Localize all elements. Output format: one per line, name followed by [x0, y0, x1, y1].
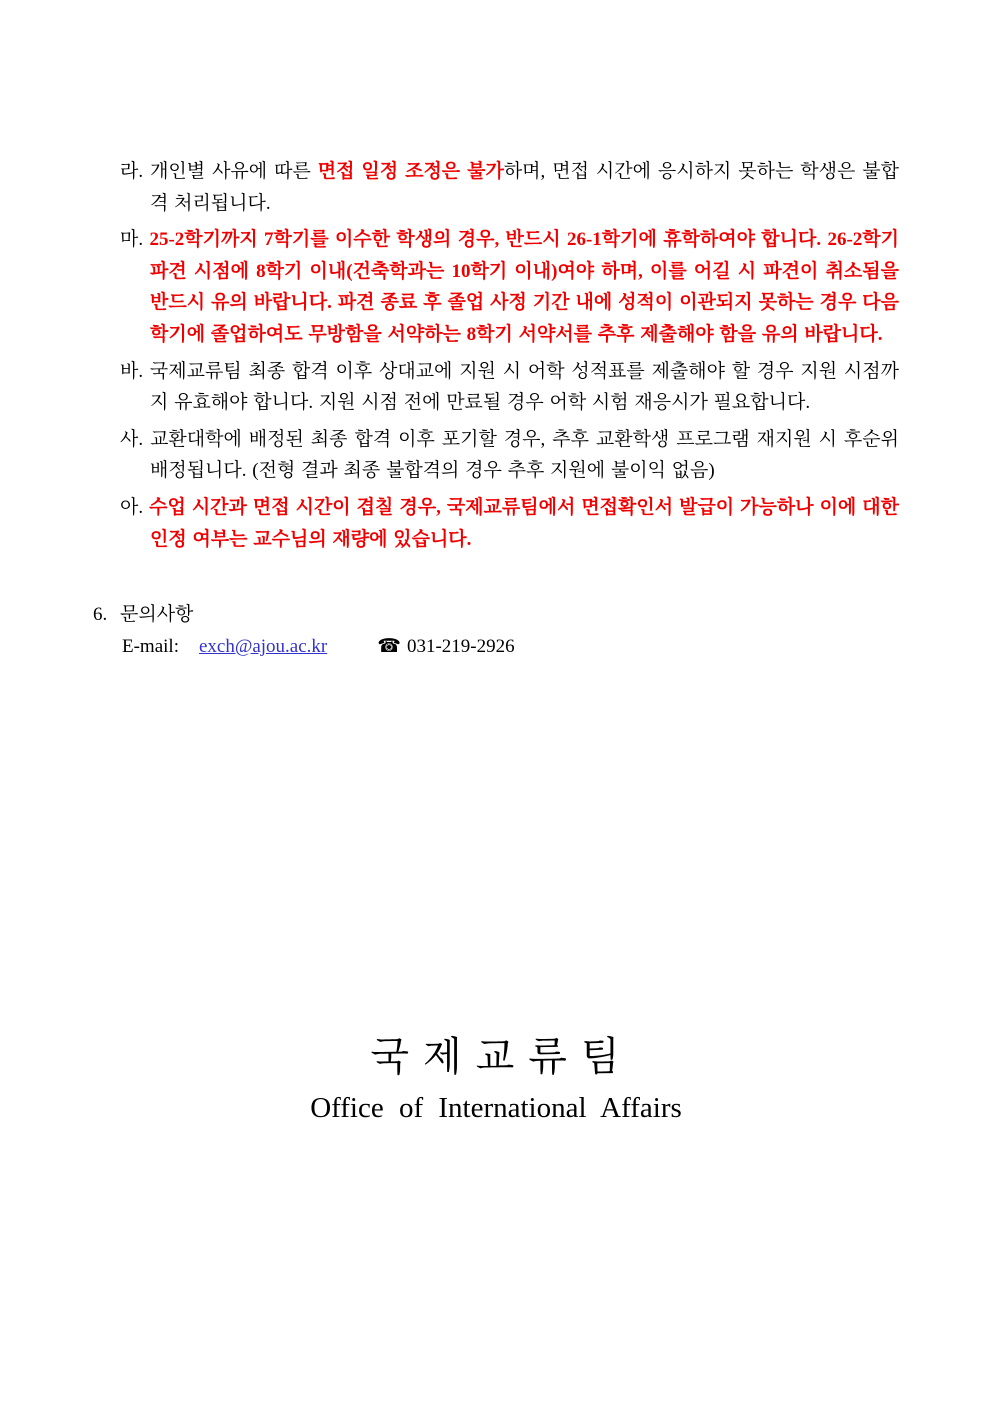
- inquiry-title: 문의사항: [120, 604, 194, 625]
- inquiry-section: [93, 599, 515, 663]
- notes-list: [120, 156, 899, 560]
- note-item: [120, 224, 899, 350]
- note-label: 사.: [120, 428, 151, 450]
- note-text-segment: 국제교류팀 최종 합격 이후 상대교에 지원 시 어학 성적표를 제출해야 할 경우 지원 시점까지 유효해야 합니다. 지원 시점 전에 만료될 경우 어학 시험 재응시가 필요합니다.: [149, 360, 899, 414]
- note-label: 라.: [120, 161, 151, 182]
- note-item: [120, 356, 899, 419]
- email-label: E-mail:: [122, 636, 179, 657]
- footer-english-title: Office of International Affairs: [310, 1092, 682, 1124]
- note-label: 마.: [120, 229, 150, 251]
- inquiry-contact-row: [122, 631, 515, 663]
- note-item: [120, 424, 899, 487]
- note-text-segment: 교환대학에 배정된 최종 합격 이후 포기할 경우, 추후 교환학생 프로그램 재지원 시 후순위 배정됩니다. (전형 결과 최종 불합격의 경우 추후 지원에 불이익 없음): [150, 428, 899, 482]
- note-text-segment: 25-2학기까지 7학기를 이수한 학생의 경우, 반드시 26-1학기에 휴학하여야 합니다. 26-2학기 파견 시점에 8학기 이내(건축학과는 10학기 이내)여야 하며, 이를 어길 시 파견이 취소됨을 반드시 유의 바랍니다. 파견 종료 후 졸업 사정 기간 내에 성적이 이관되지 못하는 경우 다음 학기에 졸업하여도 무방함을 서약하는 8학기 서약서를 추후 제출해야 함을 유의 바랍니다.: [149, 229, 899, 345]
- note-text-segment: 면접 일정 조정은 불가: [317, 161, 504, 182]
- phone-number: 031-219-2926: [406, 636, 515, 657]
- note-item: [120, 156, 899, 219]
- note-text-segment: 하며, 면접 시간에 응시하지 못하는 학생은 불합격 처리됩니다.: [150, 161, 900, 214]
- note-text-segment: 수업 시간과 면접 시간이 겹칠 경우, 국제교류팀에서 면접확인서 발급이 가능하나 이에 대한 인정 여부는 교수님의 재량에 있습니다.: [149, 496, 899, 550]
- footer-korean-title: 국 제 교 류 팀: [370, 1034, 622, 1079]
- note-label: 아.: [120, 496, 150, 518]
- inquiry-title-row: [93, 599, 515, 631]
- inquiry-number: 6.: [93, 604, 108, 625]
- email-link[interactable]: exch@ajou.ac.kr: [198, 636, 328, 657]
- footer-signature: [0, 1034, 992, 1125]
- phone-icon: ☎: [377, 636, 401, 657]
- note-item: [120, 492, 899, 555]
- note-label: 바.: [120, 360, 150, 382]
- note-text-segment: 개인별 사유에 따른: [150, 161, 318, 182]
